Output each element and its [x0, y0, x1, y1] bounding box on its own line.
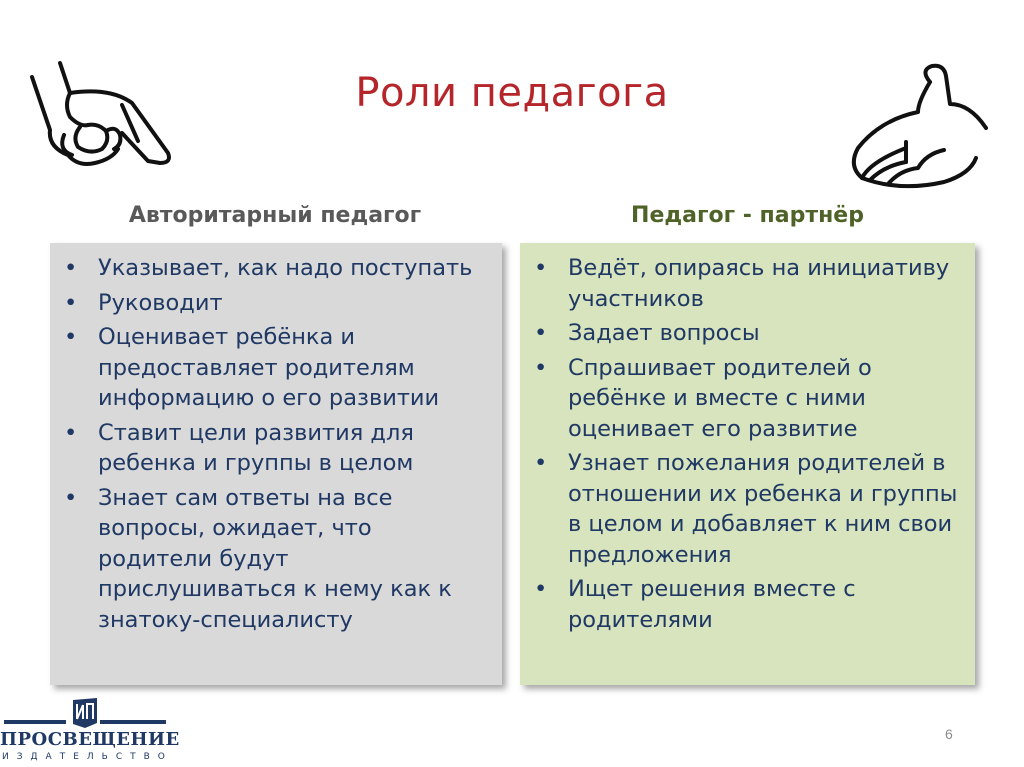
- list-item: [534, 574, 961, 635]
- bullet-icon: •: [64, 419, 78, 446]
- list-item: [64, 288, 488, 319]
- list-item: [534, 253, 961, 314]
- partner-heading: Педагог - партнёр: [631, 203, 864, 228]
- logo-rule-right: [100, 720, 166, 724]
- list-item-text: Оценивает ребёнка и предоставляет родителям информацию о его развитии: [98, 324, 440, 411]
- list-item: [64, 322, 488, 414]
- bullet-icon: •: [534, 320, 548, 346]
- list-item: [64, 418, 488, 479]
- list-item-text: Знает сам ответы на все вопросы, ожидает, что родители будут прислушиваться к нему как к знатоку-специалисту: [98, 484, 452, 633]
- bullet-icon: •: [64, 289, 78, 316]
- partner-box: [520, 243, 975, 685]
- bullet-icon: •: [534, 354, 548, 381]
- list-item-text: Ведёт, опираясь на инициативу участников: [568, 255, 950, 312]
- list-item: [534, 318, 961, 349]
- page-number: 6: [945, 726, 953, 742]
- slide-title: Роли педагога: [355, 70, 669, 116]
- authoritarian-box: [50, 243, 502, 685]
- bullet-icon: •: [534, 450, 548, 476]
- logo-rule-left: [4, 720, 66, 724]
- logo-mark-icon: [72, 697, 98, 729]
- list-item-text: Ищет решения вместе с родителями: [568, 576, 856, 633]
- logo-subtitle: ИЗДАТЕЛЬСТВО: [2, 752, 173, 762]
- logo-name: ПРОСВЕЩЕНИЕ: [0, 729, 180, 750]
- list-item-text: Руководит: [98, 289, 223, 316]
- list-item: [64, 253, 488, 284]
- authoritarian-heading: Авторитарный педагог: [128, 203, 422, 228]
- list-item: [534, 448, 961, 570]
- list-item: [64, 483, 488, 636]
- list-item-text: Ставит цели развития для ребенка и группы в целом: [98, 419, 414, 476]
- list-item: [534, 353, 961, 445]
- publisher-logo: [0, 695, 180, 767]
- authoritarian-list: [50, 243, 502, 635]
- bullet-icon: •: [64, 324, 78, 350]
- bullet-icon: •: [64, 255, 78, 281]
- bullet-icon: •: [64, 484, 78, 511]
- partner-list: [520, 243, 975, 635]
- list-item-text: Указывает, как надо поступать: [98, 255, 473, 281]
- list-item-text: Задает вопросы: [568, 320, 760, 346]
- list-item-text: Спрашивает родителей о ребёнке и вместе с ними оценивает его развитие: [568, 354, 872, 442]
- bullet-icon: •: [534, 576, 548, 602]
- bullet-icon: •: [534, 255, 548, 281]
- list-item-text: Узнает пожелания родителей в отношении их ребенка и группы в целом и добавляет к ним свои предложения: [568, 450, 958, 568]
